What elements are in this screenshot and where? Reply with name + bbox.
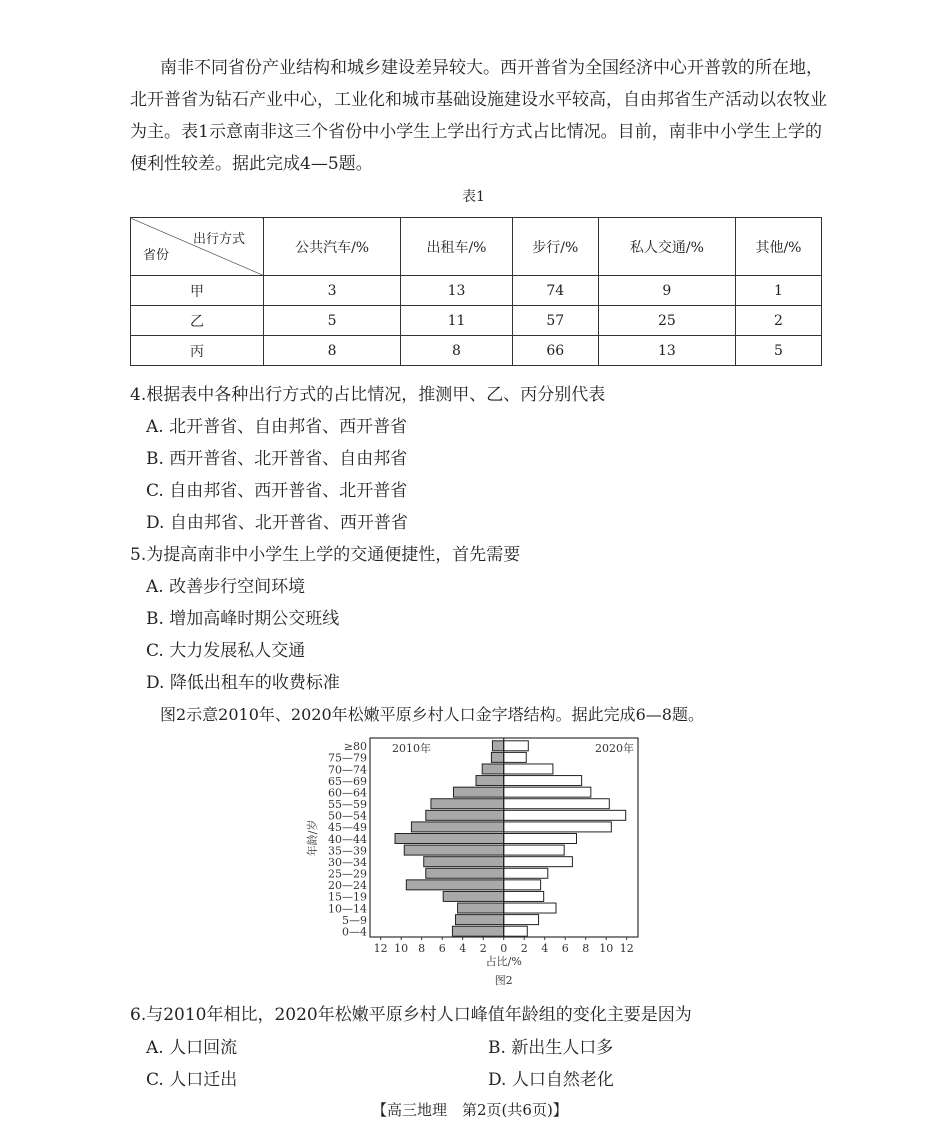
corner-column-label: 出行方式 [192,232,245,247]
table-cell: 11 [401,306,513,336]
age-group-label: 75—79 [328,751,367,765]
bar-2020 [504,834,577,844]
x-tick-label: 12 [373,942,388,955]
column-header: 公共汽车/% [264,218,401,276]
bar-2020 [504,857,573,867]
bar-2020 [504,810,626,820]
table-cell: 8 [401,336,513,366]
bar-2020 [504,776,582,786]
x-tick-label: 6 [438,942,446,955]
column-header: 私人交通/% [598,218,735,276]
question-4-option-c: C. 自由邦省、西开普省、北开普省 [146,481,408,501]
figure-caption: 图2 [494,974,513,987]
bar-2010 [458,903,504,913]
table-cell: 2 [735,306,821,336]
column-header: 步行/% [512,218,598,276]
column-header: 其他/% [735,218,821,276]
question-6-option-b: B. 新出生人口多 [488,1038,614,1058]
bar-2020 [504,868,548,878]
age-group-label: 50—54 [328,809,367,823]
age-group-label: 5—9 [342,913,367,927]
table-cell: 74 [512,276,598,306]
age-group-label: 45—49 [328,821,367,835]
bar-2010 [456,915,504,925]
bar-2010 [426,868,504,878]
question-4-stem: 4.根据表中各种出行方式的占比情况，推测甲、乙、丙分别代表 [130,385,606,405]
question-6-option-c: C. 人口迁出 [146,1070,238,1090]
bar-2020 [504,891,544,901]
intro-line-3: 为主。表1示意南非这三个省份中小学生上学出行方式占比情况。目前，南非中小学生上学的 [130,122,822,142]
bar-2010 [406,880,503,890]
bar-2020 [504,845,564,855]
table-cell: 5 [735,336,821,366]
bar-2010 [426,810,504,820]
question-4-option-d: D. 自由邦省、北开普省、西开普省 [146,513,408,533]
legend-2010: 2010年 [392,742,431,755]
table-cell: 3 [264,276,401,306]
bar-2010 [452,926,503,936]
bar-2010 [424,857,504,867]
table-corner-cell [131,218,264,276]
table-cell: 1 [735,276,821,306]
bar-2020 [504,822,612,832]
figure-intro: 图2示意2010年、2020年松嫩平原乡村人口金字塔结构。据此完成6—8题。 [160,705,704,724]
population-pyramid-chart [300,733,650,993]
intro-line-4: 便利性较差。据此完成4—5题。 [130,154,373,174]
question-6-option-d: D. 人口自然老化 [488,1070,614,1090]
x-tick-label: 4 [459,942,467,955]
age-group-label: 20—24 [328,879,367,893]
row-label: 甲 [131,276,264,306]
question-5-option-a: A. 改善步行空间环境 [146,577,306,597]
question-6-stem: 6.与2010年相比，2020年松嫩平原乡村人口峰值年龄组的变化主要是因为 [130,1005,692,1025]
x-tick-label: 4 [541,942,549,955]
table-cell: 66 [512,336,598,366]
question-5-stem: 5.为提高南非中小学生上学的交通便捷性，首先需要 [130,545,521,565]
bar-2020 [504,752,527,762]
question-6-option-a: A. 人口回流 [146,1038,238,1058]
question-5-option-b: B. 增加高峰时期公交班线 [146,609,340,629]
bar-2010 [492,741,503,751]
question-4-option-b: B. 西开普省、北开普省、自由邦省 [146,449,408,469]
bar-2020 [504,880,541,890]
x-tick-label: 0 [500,942,508,955]
bar-2020 [504,764,553,774]
row-label: 丙 [131,336,264,366]
x-tick-label: 8 [582,942,590,955]
age-group-label: 25—29 [328,867,367,881]
bar-2010 [476,776,504,786]
legend-2020: 2020年 [595,742,634,755]
x-tick-label: 10 [599,942,614,955]
bar-2010 [404,845,503,855]
intro-line-2: 北开普省为钻石产业中心，工业化和城市基础设施建设水平较高，自由邦省生产活动以农牧业 [130,90,827,110]
age-group-label: 35—39 [328,844,367,858]
bar-2020 [504,915,539,925]
x-tick-label: 2 [520,942,528,955]
travel-mode-table [130,217,822,366]
intro-line-1: 南非不同省份产业结构和城乡建设差异较大。西开普省为全国经济中心开普敦的所在地， [160,58,823,78]
bar-2020 [504,926,528,936]
bar-2010 [482,764,504,774]
table-cell: 25 [598,306,735,336]
x-tick-label: 12 [619,942,634,955]
question-4-option-a: A. 北开普省、自由邦省、西开普省 [146,417,408,437]
table-header-row [131,218,822,276]
x-axis-title: 占比/% [485,955,522,968]
age-group-label: 10—14 [328,902,367,916]
table-cell: 9 [598,276,735,306]
table-cell: 13 [401,276,513,306]
table-cell: 13 [598,336,735,366]
age-group-label: 40—44 [328,832,367,846]
age-group-label: 30—34 [328,855,367,869]
bar-2020 [504,787,591,797]
bar-2010 [411,822,503,832]
row-label: 乙 [131,306,264,336]
bar-2010 [431,799,504,809]
age-group-label: 65—69 [328,774,367,788]
x-tick-label: 8 [418,942,426,955]
bar-2020 [504,903,556,913]
age-group-label: 15—19 [328,890,367,904]
table-cell: 8 [264,336,401,366]
x-tick-label: 2 [479,942,487,955]
column-header: 出租车/% [401,218,513,276]
age-group-label: 70—74 [328,763,367,777]
table-cell: 57 [512,306,598,336]
age-group-label: 60—64 [328,786,367,800]
bar-2010 [443,891,503,901]
table-row [131,306,822,336]
age-group-label: 55—59 [328,798,367,812]
x-tick-label: 6 [561,942,569,955]
age-group-label: 0—4 [342,925,367,939]
table-caption: 表1 [462,189,485,205]
x-tick-label: 10 [394,942,409,955]
question-5-option-d: D. 降低出租车的收费标准 [146,673,340,693]
bar-2010 [395,834,504,844]
table-cell: 5 [264,306,401,336]
bar-2010 [453,787,503,797]
y-axis-title: 年龄/岁 [306,819,319,857]
corner-row-label: 省份 [143,248,170,263]
table-row [131,276,822,306]
table-row [131,336,822,366]
page-footer: 【高三地理 第2页(共6页)】 [372,1101,568,1119]
bar-2020 [504,741,529,751]
bar-2020 [504,799,610,809]
bar-2010 [491,752,503,762]
age-group-label: ≥80 [343,740,367,754]
question-5-option-c: C. 大力发展私人交通 [146,641,306,661]
